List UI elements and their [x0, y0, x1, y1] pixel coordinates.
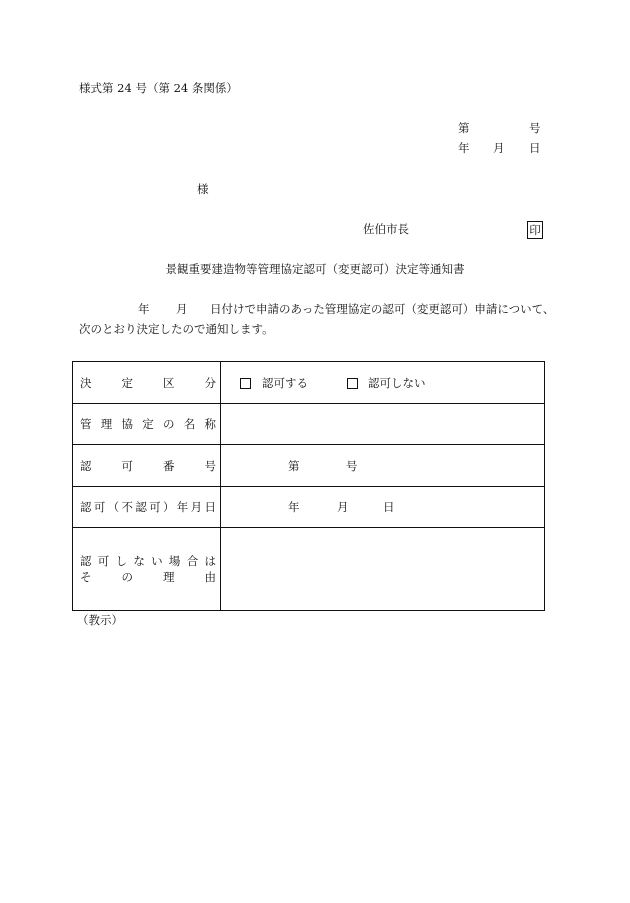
label-char: 合 [186, 554, 199, 568]
body-year-label: 年 [138, 302, 150, 316]
label-char: 可 [93, 500, 106, 514]
agreement-name-label [80, 416, 216, 432]
table-row-agreement-name [73, 404, 544, 445]
label-char: ） [162, 500, 175, 514]
agreement-name-value-cell [221, 404, 544, 444]
date-month-label: 月 [493, 141, 505, 155]
notice-label: （教示） [77, 613, 123, 627]
label-char: 由 [204, 570, 216, 584]
label-char: 協 [121, 417, 133, 431]
label-char: な [133, 554, 145, 568]
decision-table [72, 361, 545, 611]
label-char: 認 [80, 500, 92, 514]
label-char: 可 [121, 458, 133, 473]
permit-number-suffix: 号 [346, 458, 358, 473]
permit-date-value-cell [221, 487, 544, 527]
label-char: （ [107, 500, 120, 514]
decision-value-cell [221, 362, 544, 403]
label-char: 認 [80, 458, 92, 473]
table-row-decision [73, 362, 544, 404]
reason-label-line1 [80, 553, 216, 569]
label-char: 管 [80, 417, 92, 431]
label-char: 月 [190, 500, 203, 514]
date-year-label: 年 [458, 141, 470, 155]
label-char: 認 [135, 500, 147, 514]
label-char: 理 [163, 570, 175, 584]
option-approve-label: 認可する [262, 375, 308, 390]
label-char: 区 [163, 375, 175, 390]
label-char: 号 [204, 458, 216, 473]
table-row-reason [73, 528, 544, 610]
body-line2-text: 次のとおり決定したので通知します。 [79, 322, 274, 336]
label-char: 名 [183, 417, 196, 431]
checkbox-empty-icon [240, 378, 251, 389]
label-char: 称 [204, 417, 216, 431]
permit-date-label-cell [73, 487, 221, 527]
body-month-label: 月 [176, 302, 188, 316]
decision-label [80, 375, 216, 391]
option-reject-label: 認可しない [368, 375, 426, 390]
label-char: し [115, 554, 128, 568]
document-title: 景観重要建造物等管理協定認可（変更認可）決定等通知書 [165, 262, 465, 276]
label-char: 年 [176, 500, 189, 514]
table-row-permit-number [73, 445, 544, 487]
label-char: 番 [163, 458, 175, 473]
label-char: そ [80, 570, 92, 584]
date-day-label: 日 [529, 141, 541, 155]
label-char: 日 [204, 500, 216, 514]
permit-date-month: 月 [337, 500, 349, 514]
agreement-name-label-cell [73, 404, 221, 444]
label-char: 不 [121, 500, 133, 514]
reference-number-prefix: 第 [458, 121, 470, 135]
permit-number-prefix: 第 [288, 458, 300, 473]
table-row-permit-date [73, 487, 544, 528]
permit-number-label-cell [73, 445, 221, 486]
label-char: の [121, 570, 133, 584]
decision-label-cell [73, 362, 221, 403]
reason-value-cell [221, 528, 544, 610]
seal-mark: 印 [527, 221, 543, 239]
checkbox-empty-icon [347, 378, 358, 389]
addressee-honorific: 様 [197, 182, 209, 196]
label-char: 認 [80, 554, 92, 568]
permit-date-day: 日 [383, 500, 395, 514]
label-char: 決 [80, 375, 92, 390]
permit-number-label [80, 458, 216, 474]
reference-number-suffix: 号 [529, 121, 541, 135]
reason-label-line2 [80, 569, 216, 585]
label-char: 場 [168, 554, 181, 568]
label-char: 可 [149, 500, 161, 514]
issuer-name: 佐伯市長 [363, 222, 409, 236]
label-char: 可 [97, 554, 110, 568]
label-char: 理 [100, 417, 113, 431]
reason-label-cell [73, 528, 221, 610]
form-number: 様式第 24 号（第 24 条関係） [79, 81, 238, 95]
label-char: の [163, 417, 175, 431]
label-char: い [151, 554, 163, 568]
body-line1-text: 日付けで申請のあった管理協定の認可（変更認可）申請について、 [210, 302, 555, 316]
permit-date-label [80, 499, 216, 515]
label-char: は [204, 554, 216, 568]
permit-number-value-cell [221, 445, 544, 486]
permit-date-year: 年 [288, 500, 300, 514]
label-char: 定 [142, 417, 154, 431]
label-char: 分 [204, 375, 216, 390]
label-char: 定 [121, 375, 133, 390]
